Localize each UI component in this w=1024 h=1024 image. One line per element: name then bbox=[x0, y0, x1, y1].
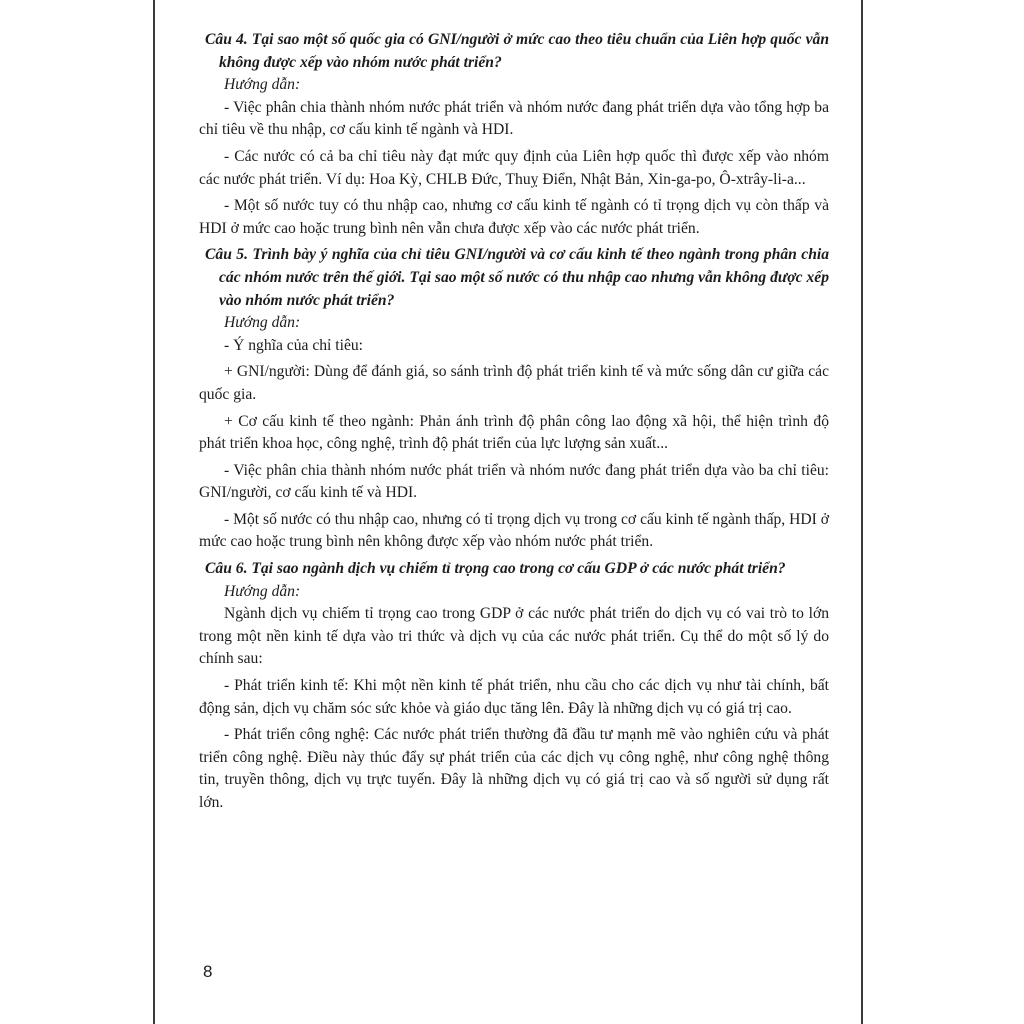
guide-label: Hướng dẫn: bbox=[224, 314, 301, 332]
question-4: Câu 4. Tại sao một số quốc gia có GNI/người ở mức cao theo tiêu chuẩn của Liên hợp quốc vẫn không được xếp vào nhóm nước phát triển? bbox=[205, 31, 829, 71]
paragraph: - Ý nghĩa của chỉ tiêu: bbox=[224, 336, 363, 354]
question-5: Câu 5. Trình bày ý nghĩa của chỉ tiêu GNI/người và cơ cấu kinh tế theo ngành trong phân chia các nhóm nước trên thế giới. Tại sao một số nước có thu nhập cao nhưng vẫn không được xếp vào nhóm nước phát triển? bbox=[205, 246, 829, 309]
guide-label: Hướng dẫn: bbox=[224, 582, 301, 600]
paragraph: - Phát triển kinh tế: Khi một nền kinh tế phát triển, nhu cầu cho các dịch vụ như tài chính, bất động sản, dịch vụ chăm sóc sức khỏe và giáo dục tăng lên. Đây là những dịch vụ có giá trị cao. bbox=[199, 677, 829, 717]
page-content bbox=[199, 29, 829, 819]
paragraph: - Các nước có cả ba chỉ tiêu này đạt mức quy định của Liên hợp quốc thì được xếp vào nhóm các nước phát triển. Ví dụ: Hoa Kỳ, CHLB Đức, Thuỵ Điển, Nhật Bản, Xin-ga-po, Ô-xtrây-li-a... bbox=[199, 147, 829, 188]
paragraph: - Một số nước có thu nhập cao, nhưng có tỉ trọng dịch vụ trong cơ cấu kinh tế ngành thấp, HDI ở mức cao hoặc trung bình nên không được xếp vào nhóm nước phát triển. bbox=[199, 510, 829, 551]
page-number: 8 bbox=[203, 962, 213, 981]
paragraph: - Việc phân chia thành nhóm nước phát triển và nhóm nước đang phát triển dựa vào tổng hợp ba chỉ tiêu về thu nhập, cơ cấu kinh tế ngành và HDI. bbox=[199, 98, 829, 139]
paragraph: - Một số nước tuy có thu nhập cao, nhưng cơ cấu kinh tế ngành có tỉ trọng dịch vụ còn thấp và HDI ở mức cao hoặc trung bình nên vẫn chưa được xếp vào các nước phát triển. bbox=[199, 197, 829, 237]
paragraph: Ngành dịch vụ chiếm tỉ trọng cao trong GDP ở các nước phát triển do dịch vụ có vai trò to lớn trong một nền kinh tế dựa vào tri thức và dịch vụ của các nước phát triển. Cụ thể do một số lý do chính sau: bbox=[199, 605, 829, 668]
paragraph: - Phát triển công nghệ: Các nước phát triển thường đã đầu tư mạnh mẽ vào nghiên cứu và phát triển công nghệ. Điều này thúc đẩy sự phát triển của các dịch vụ công nghệ, như công nghệ thông tin, truyền thông, dịch vụ trực tuyến. Đây là những dịch vụ có giá trị cao và số người sử dụng rất lớn. bbox=[199, 726, 829, 811]
question-6: Câu 6. Tại sao ngành dịch vụ chiếm tỉ trọng cao trong cơ cấu GDP ở các nước phát triển? bbox=[205, 560, 786, 578]
book-page bbox=[153, 0, 863, 1024]
guide-label: Hướng dẫn: bbox=[224, 76, 301, 94]
paragraph: + GNI/người: Dùng để đánh giá, so sánh trình độ phát triển kinh tế và mức sống dân cư giữa các quốc gia. bbox=[199, 363, 829, 403]
paragraph: + Cơ cấu kinh tế theo ngành: Phản ánh trình độ phân công lao động xã hội, thể hiện trình độ phát triển khoa học, công nghệ, trình độ phát triển của lực lượng sản xuất... bbox=[199, 412, 829, 453]
paragraph: - Việc phân chia thành nhóm nước phát triển và nhóm nước đang phát triển dựa vào ba chỉ tiêu: GNI/người, cơ cấu kinh tế và HDI. bbox=[199, 461, 829, 502]
